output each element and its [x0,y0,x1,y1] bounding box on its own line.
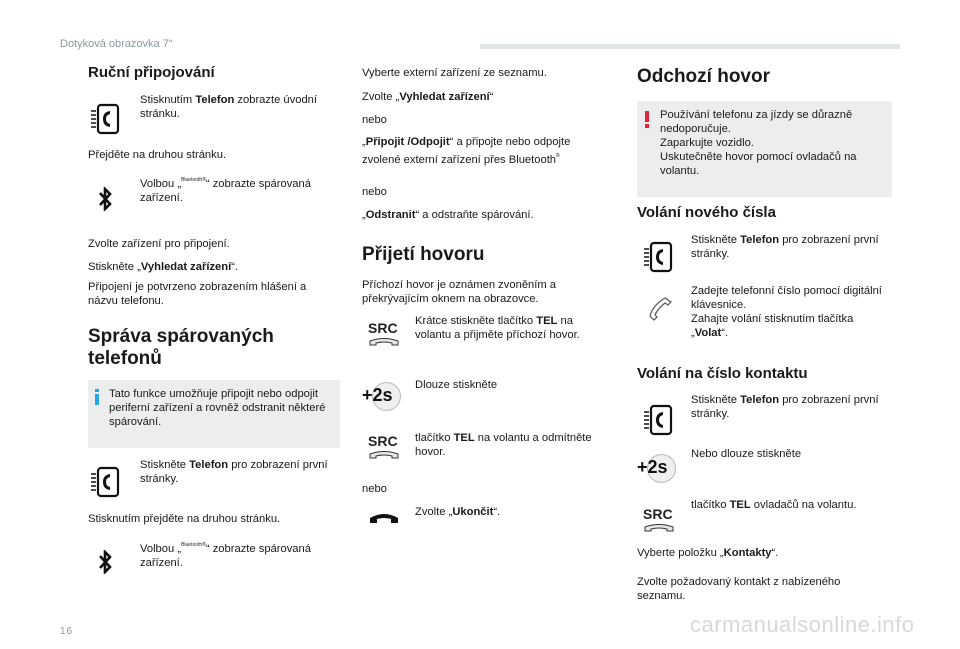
superscript-text: Bluetooth® [181,542,206,548]
text: “ [489,91,494,103]
src-label: SRC [368,433,398,449]
src-steering-button-icon [368,321,400,346]
long-press-2s-icon [362,385,393,405]
paragraph [637,575,867,603]
bold-text: TEL [536,315,558,327]
paragraph [691,284,891,340]
text: pro zobrazení první stránky. [140,459,328,485]
text: pro zobrazení první stránky. [691,394,879,420]
paragraph [362,482,462,496]
hold-label: +2s [637,457,668,477]
text: Stiskněte [691,234,741,246]
paragraph [415,505,610,519]
text: tlačítko [691,499,730,511]
bold-text: Telefon [740,394,780,406]
bold-text: TEL [453,432,475,444]
bold-text: Telefon [740,234,780,246]
text: Vyberte položku „ [637,547,724,559]
text: Tato funkce umožňuje připojit nebo odpojit periferní zařízení a rovněž odstranit některé spárování. [109,388,326,428]
bold-text: Připojit /Odpojit [365,136,450,148]
paragraph [109,387,337,429]
section-heading: Přijetí hovoru [362,244,485,265]
paragraph [88,237,338,251]
text: Vyberte externí zařízení ze seznamu. [362,67,547,79]
paragraph [362,66,612,80]
paragraph [362,90,612,104]
text: pro zobrazení první stránky. [691,234,879,260]
text: Stisknutím přejděte na druhou stránku. [88,513,281,525]
text: “ zobrazte spárovaná zařízení. [140,178,311,204]
src-label: SRC [643,506,673,522]
telephone-book-icon [643,241,673,278]
hold-label: +2s [362,385,393,405]
text: nebo [362,186,387,198]
text: na volantu a přijměte příchozí hovor. [415,315,580,341]
superscript-text: ® [556,153,560,159]
section-heading: Správa spárovaných telefonů [88,326,274,369]
telephone-book-icon [90,466,120,503]
section-heading: Odchozí hovor [637,66,770,87]
text: Zvolte „ [415,506,453,518]
paragraph [362,113,612,127]
text: Volbou „ [140,543,182,555]
long-press-2s-icon [637,457,668,477]
paragraph [88,280,338,308]
paragraph [362,278,587,306]
section-header: Dotyková obrazovka 7“ [60,38,173,50]
warning-icon [645,111,649,122]
text: Zvolte „ [362,91,400,103]
superscript-text: Bluetooth® [181,177,206,183]
paragraph [691,393,881,421]
text: „ [362,136,366,148]
paragraph [362,135,602,167]
paragraph [415,431,610,459]
paragraph [362,185,612,199]
paragraph [140,173,340,205]
paragraph [691,498,891,512]
paragraph [140,538,340,570]
text: zobrazte úvodní stránku. [140,94,318,120]
bold-text: Odstranit [365,209,416,221]
text: Zvolte zařízení pro připojení. [88,238,230,250]
src-steering-button-icon [368,434,400,459]
paragraph [88,512,338,526]
text: „ [362,209,366,221]
bold-text: Kontakty [723,547,772,559]
paragraph [415,378,610,392]
paragraph [140,458,340,486]
text: “ a připojte nebo odpojte zvolené externí zařízení přes Bluetooth [362,136,571,166]
bold-text: Volat [694,327,722,339]
text: “ zobrazte spárovaná zařízení. [140,543,311,569]
text: Volbou „ [140,178,182,190]
handset-icon [647,296,673,327]
watermark: carmanualsonline.info [690,612,915,637]
paragraph [415,314,610,342]
text: Příchozí hovor je oznámen zvoněním a překrývajícím oknem na obrazovce. [362,279,557,305]
bold-text: Telefon [189,459,229,471]
telephone-book-icon [643,404,673,441]
text: “. [721,327,729,339]
text: na volantu a odmítněte hovor. [415,432,592,458]
paragraph [691,447,881,461]
paragraph [140,93,340,121]
text: Zadejte telefonní číslo pomocí digitální klávesnice. Zahajte volání stisknutím tlačítka „ [691,285,882,339]
bluetooth-icon [98,550,112,579]
telephone-book-icon [90,103,120,140]
text: Nebo dlouze stiskněte [691,448,802,460]
text: “. [231,261,239,273]
text: Přejděte na druhou stránku. [88,149,227,161]
section-heading: Ruční připojování [88,64,215,81]
paragraph [362,208,612,222]
text: Používání telefonu za jízdy se důrazně nedoporučuje. Zaparkujte vozidlo. Uskutečněte hovor pomocí ovladačů na volantu. [660,109,857,177]
text: Dlouze stiskněte [415,379,498,391]
bluetooth-icon [98,187,112,216]
text: Stiskněte [691,394,741,406]
text: Stiskněte „ [88,261,141,273]
hang-up-icon [369,511,399,530]
text: “ a odstraňte spárování. [415,209,534,221]
text: nebo [362,114,387,126]
text: “. [493,506,501,518]
header-divider [480,44,900,49]
src-label: SRC [368,320,398,336]
text: nebo [362,483,387,495]
bold-text: Telefon [195,94,235,106]
paragraph [637,546,887,560]
text: Stiskněte [140,459,190,471]
paragraph [88,260,338,274]
paragraph [660,108,885,178]
bold-text: TEL [729,499,751,511]
section-heading: Volání nového čísla [637,204,776,221]
text: Připojení je potvrzeno zobrazením hlášení a názvu telefonu. [88,281,307,307]
info-icon [95,389,99,392]
bold-text: Ukončit [452,506,494,518]
src-steering-button-icon [643,507,675,532]
text: tlačítko [415,432,454,444]
text: “. [771,547,779,559]
paragraph [691,233,881,261]
section-heading: Volání na číslo kontaktu [637,365,808,382]
page-number: 16 [60,626,74,637]
text: Stisknutím [140,94,196,106]
paragraph [88,148,338,162]
text: Krátce stiskněte tlačítko [415,315,537,327]
bold-text: Vyhledat zařízení [399,91,490,103]
text: Zvolte požadovaný kontakt z nabízeného seznamu. [637,576,841,602]
bold-text: Vyhledat zařízení [140,261,232,273]
text: ovladačů na volantu. [750,499,857,511]
